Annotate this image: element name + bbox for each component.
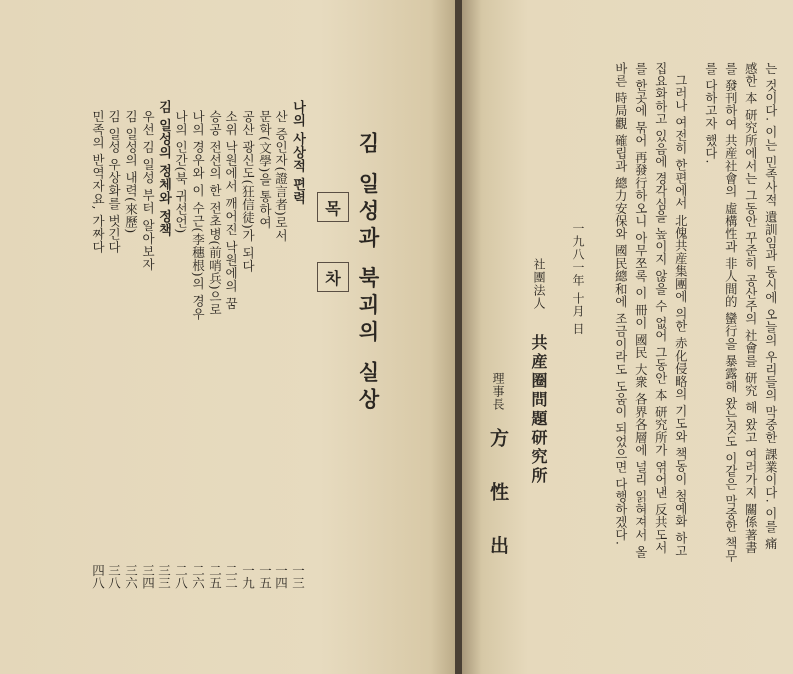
preface-date: 一九八一年 十月 日 [571, 222, 585, 336]
toc-section-heading: 나의 사상적 편력 [290, 100, 305, 205]
toc-label-bottom: 차 [317, 262, 349, 292]
toc-page-number: 二五 [207, 564, 223, 589]
preface-column: 를 다하고자 했다. [703, 62, 718, 164]
toc-entry: 공산 광신도(狂信徒)가 되다 [240, 110, 256, 273]
toc-entry: 나의 경우와 이 수근(李穗根)의 경우 [190, 110, 206, 321]
toc-page-number: 三六 [123, 564, 139, 589]
toc-entry: 소위 낙원에서 깨어진 낙원에의 꿈 [223, 110, 239, 310]
toc-page-number: 二八 [173, 564, 189, 589]
toc-page-number: 四八 [90, 564, 106, 589]
preface-column: 感한 本 研究所에서는 그동안 꾸준히 공산주의 社會를 研究 해 왔고 여러가지 關係著書 [743, 62, 758, 554]
toc-page-number: 二六 [190, 564, 206, 589]
toc-title: 김 일성과 북괴의 실상 [356, 132, 381, 415]
org-prefix: 社團法人 [532, 258, 546, 310]
preface-column: 바른 時局觀 確립과 總力安保와 國民總和에 조금이라도 도움이 되었으면 다행하겠다. [613, 62, 628, 546]
toc-entry: 김 일성 우상화를 벗긴다 [106, 110, 122, 254]
toc-entry: 나의 인간(북 귀선언) [173, 110, 189, 234]
toc-page-number: 一九 [240, 564, 256, 589]
toc-page-number: 一三 [290, 564, 306, 589]
toc-page-number: 二二 [223, 564, 239, 589]
toc-page-number: 三八 [106, 564, 122, 589]
toc-entry: 문학(文學)을 통하여 [257, 110, 273, 230]
toc-section-heading: 김 일성의 정체와 정책 [156, 100, 171, 237]
toc-entry: 승공 전선의 한 전초병(前哨兵)으로 [207, 110, 223, 317]
toc-label-top: 목 [317, 192, 349, 222]
toc-entry: 산 증인자(證言者)로서 [273, 110, 289, 243]
toc-entry: 민족의 반역자요, 가짜다 [90, 110, 106, 254]
preface-column: 는 것이다. 이는 민족사적 遺訓임과 동시에 오늘의 우리들의 막중한 課業이다. 이를 痛 [763, 62, 778, 550]
person-name: 方 性 出 [487, 428, 509, 569]
preface-column: 를 한곳에 묶어 再發行하오니 아무쪼록 이 冊이 國民 大衆 各界各層에 널리 읽혀져서 올 [633, 62, 648, 559]
toc-page-number: 三三 [156, 564, 172, 589]
toc-page-number: 一四 [273, 564, 289, 589]
toc-entry: 우선 김 일성 부터 알아보자 [140, 110, 156, 271]
toc-page-number: 一五 [257, 564, 273, 589]
toc-entry: 김 일성의 내력(來歷) [123, 110, 139, 234]
org-name: 共産圈問題研究所 [529, 334, 548, 486]
preface-column: 집요화하고 있음에 경각심을 높이지 않을 수 없어 그동안 本 研究所가 엮어낸 反共도서 [653, 62, 668, 554]
preface-column: 그러나 여전히 한편에서 北傀共産集團에 의한 赤化侵略의 기도와 책동이 첨예화 하고 [673, 74, 688, 558]
toc-page-number: 三四 [140, 564, 156, 589]
preface-column: 를 發刊하여 共産社會의 虛構性과 非人間的 蠻行을 暴露해 왔는것도 이같은 막중한 책무 [723, 62, 738, 563]
title-label: 理事長 [491, 372, 505, 411]
